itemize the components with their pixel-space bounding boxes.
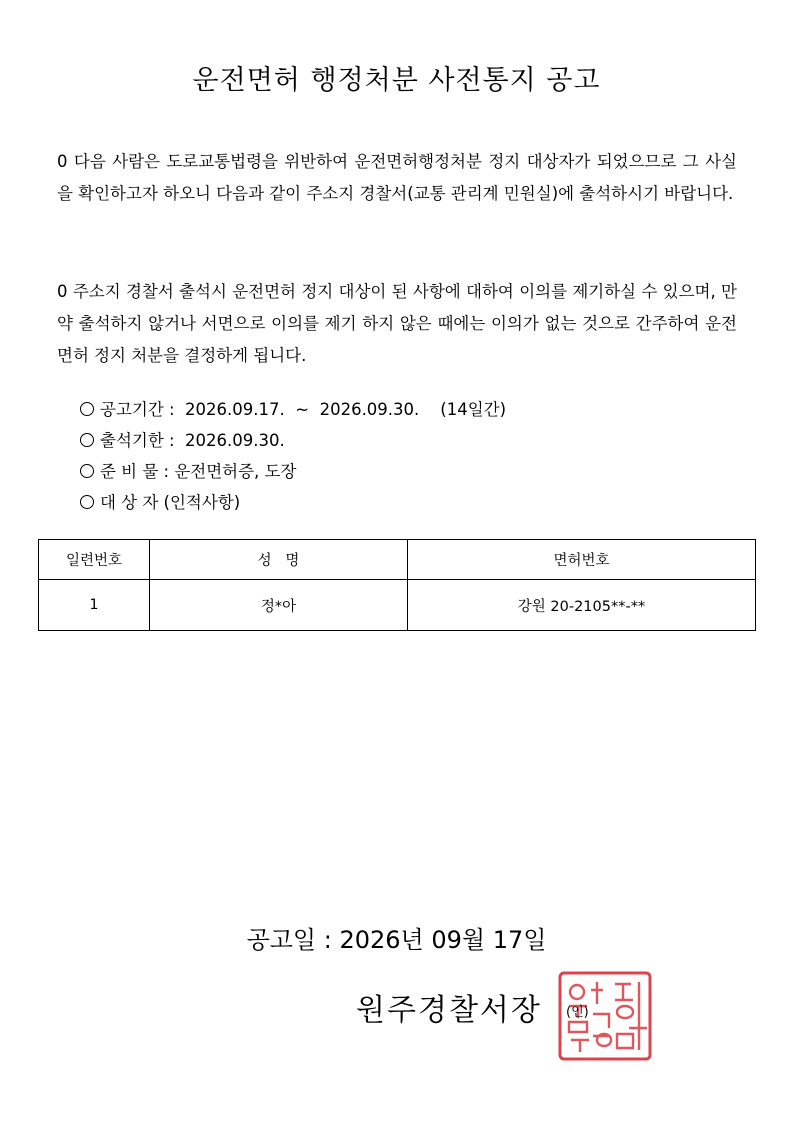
circle-bullet-icon: [80, 464, 94, 478]
circle-bullet-icon: [80, 433, 94, 447]
document-title: 운전면허 행정처분 사전통지 공고: [192, 65, 601, 96]
announcement-date: 공고일 : 2026년 09월 17일: [246, 926, 547, 954]
notice-paragraph-1: 0 다음 사람은 도로교통법령을 위반하여 운전면허행정처분 정지 대상자가 되었으므로 그 사실을 확인하고자 하오니 다음과 같이 주소지 경찰서(교통 관리계 민원실)에 출석하시기 바랍니다.: [57, 152, 737, 203]
notice-period-item: 공고기간 : 2026.09.17. ~ 2026.09.30. (14일간): [80, 394, 506, 425]
header-name: 성 명: [150, 540, 408, 580]
preparation-item: 준 비 물 : 운전면허증, 도장: [80, 456, 506, 487]
signer-title: 원주경찰서장: [356, 993, 542, 1028]
cell-name: 정*아: [150, 580, 408, 631]
table-header-row: [39, 540, 756, 580]
target-table: [38, 539, 756, 631]
attendance-deadline-item: 출석기한 : 2026.09.30.: [80, 425, 506, 456]
cell-license-number: 강원 20-2105**-**: [408, 580, 756, 631]
table-row: [39, 580, 756, 631]
circle-bullet-icon: [80, 402, 94, 416]
cell-serial-number: 1: [39, 580, 150, 631]
header-serial-number: 일련번호: [39, 540, 150, 580]
header-license-number: 면허번호: [408, 540, 756, 580]
target-person-item: 대 상 자 (인적사항): [80, 487, 506, 518]
circle-bullet-icon: [80, 495, 94, 509]
seal-mark: (인): [566, 1005, 589, 1020]
notice-paragraph-2: 0 주소지 경찰서 출석시 운전면허 정지 대상이 된 사항에 대하여 이의를 제기하실 수 있으며, 만약 출석하지 않거나 서면으로 이의를 제기 하지 않은 때에는 이의가 없는 것으로 간주하여 운전면허 정지 처분을 결정하게 됩니다.: [57, 282, 737, 365]
notice-items: [80, 394, 506, 518]
